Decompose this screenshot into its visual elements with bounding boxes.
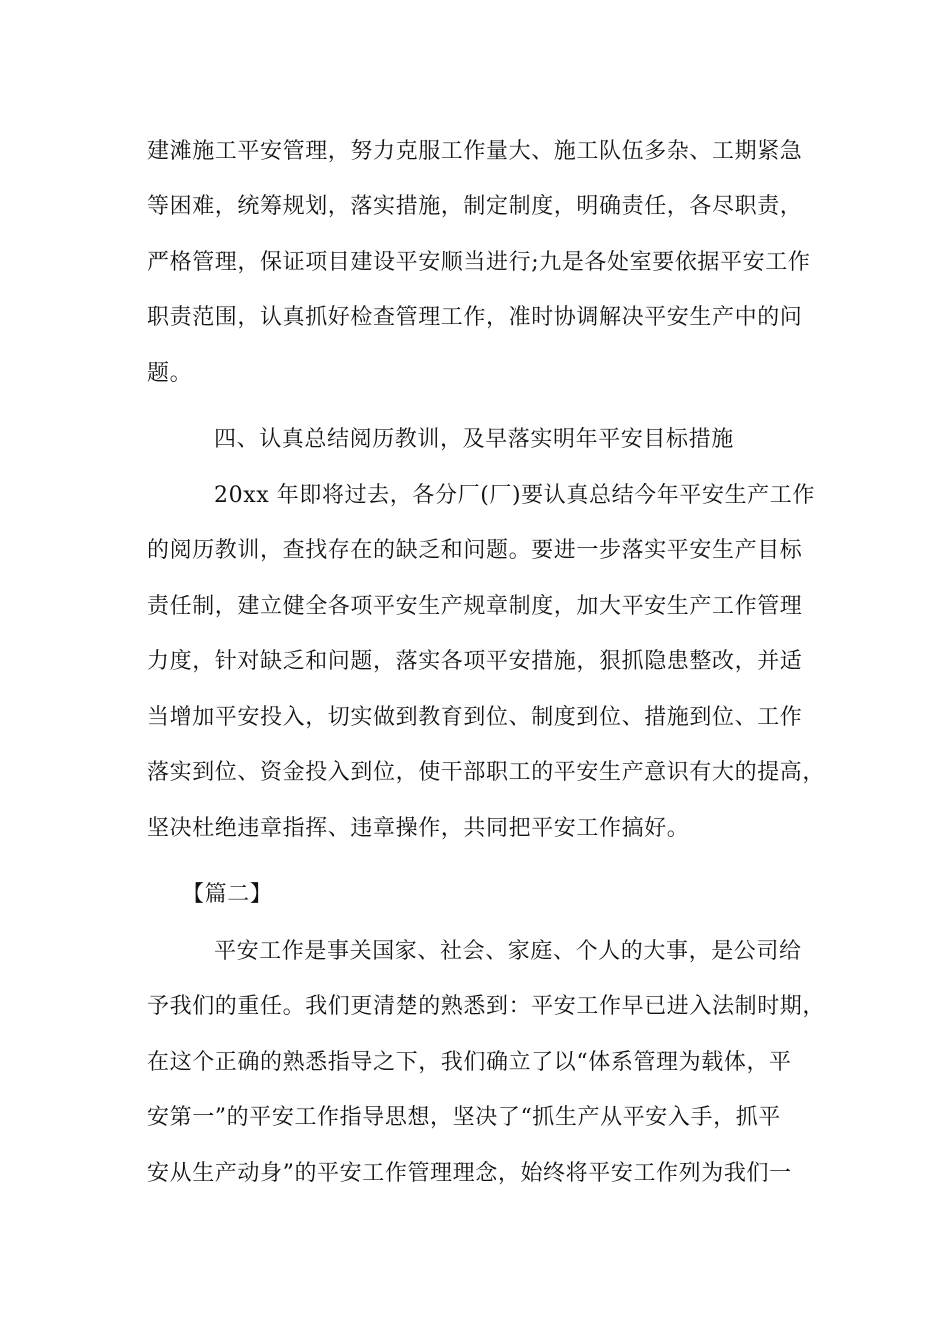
text-line: 予我们的重任。我们更清楚的熟悉到：平安工作早已进入法制时期， — [147, 994, 826, 1019]
text-line: 责任制，建立健全各项平安生产规章制度，加大平安生产工作管理 — [147, 594, 803, 619]
text-line: 等困难，统筹规划，落实措施，制定制度，明确责任，各尽职责， — [147, 194, 803, 219]
part-heading: 【篇二】 — [182, 882, 273, 907]
text-line: 力度，针对缺乏和问题，落实各项平安措施，狠抓隐患整改，并适 — [147, 649, 803, 674]
paragraph-first-line: 平安工作是事关国家、社会、家庭、个人的大事，是公司给 — [214, 939, 802, 964]
text-line: 的阅历教训，查找存在的缺乏和问题。要进一步落实平安生产目标 — [147, 538, 803, 563]
text-line: 建滩施工平安管理，努力克服工作量大、施工队伍多杂、工期紧急 — [147, 139, 803, 164]
text-line: 严格管理，保证项目建设平安顺当进行;九是各处室要依据平安工作 — [147, 250, 811, 275]
text-line: 题。 — [147, 361, 193, 386]
text-line: 安第一”的平安工作指导思想，坚决了“抓生产从平安入手，抓平 — [147, 1105, 781, 1130]
text-line: 安从生产动身”的平安工作管理理念，始终将平安工作列为我们一 — [147, 1161, 792, 1186]
text-line: 职责范围，认真抓好检查管理工作，准时协调解决平安生产中的问 — [147, 305, 803, 330]
text-line: 落实到位、资金投入到位，使干部职工的平安生产意识有大的提高， — [147, 760, 826, 785]
text-line: 坚决杜绝违章指挥、违章操作，共同把平安工作搞好。 — [147, 816, 690, 841]
paragraph-first-line: 20xx 年即将过去，各分厂(厂)要认真总结今年平安生产工作 — [214, 483, 815, 508]
section-heading: 四、认真总结阅历教训，及早落实明年平安目标措施 — [214, 427, 734, 452]
text-line: 在这个正确的熟悉指导之下，我们确立了以“体系管理为载体，平 — [147, 1050, 792, 1075]
text-line: 当增加平安投入，切实做到教育到位、制度到位、措施到位、工作 — [147, 705, 803, 730]
